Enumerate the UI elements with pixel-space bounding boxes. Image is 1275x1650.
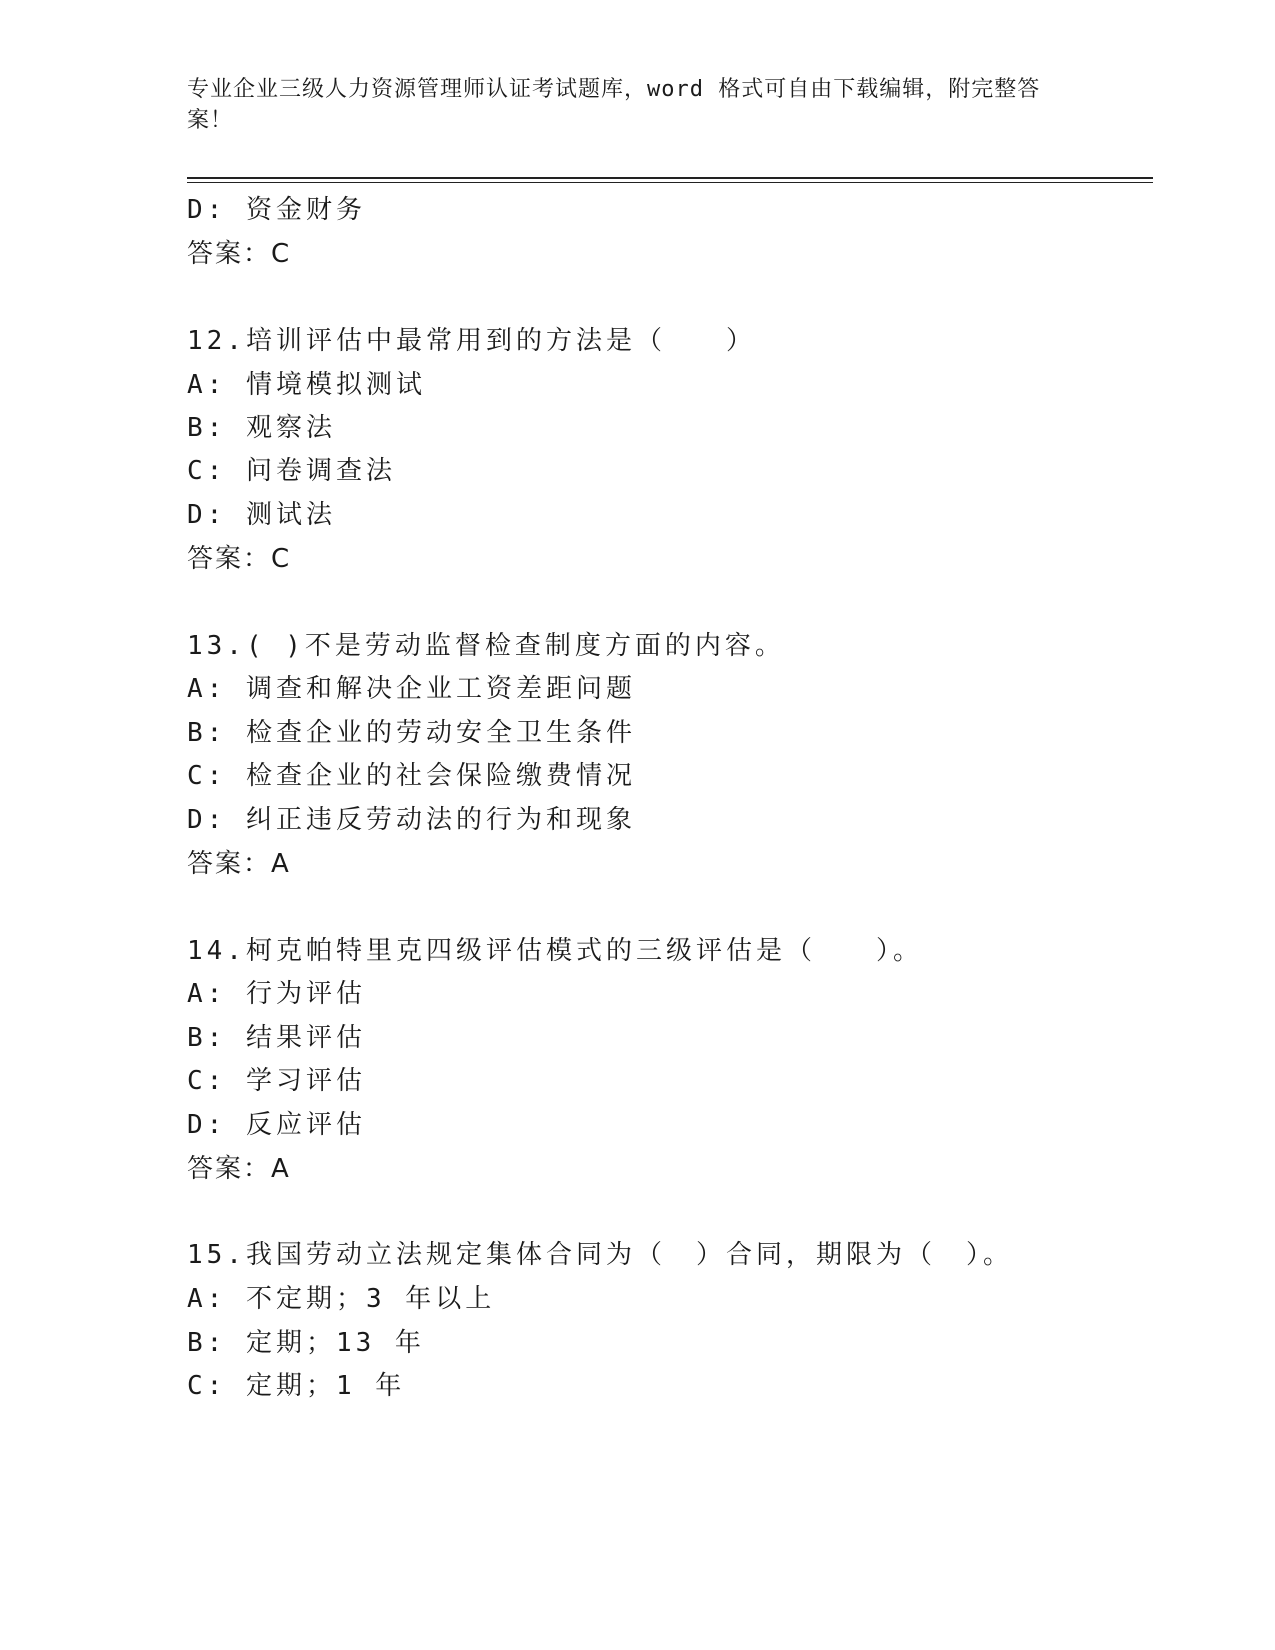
question-14-answer: 答案：A — [187, 1154, 291, 1184]
header-rule-thick — [187, 177, 1153, 179]
question-12-option-d: D: 测试法 — [187, 500, 336, 530]
question-13-option-c: C: 检查企业的社会保险缴费情况 — [187, 761, 636, 791]
question-13-option-a: A: 调查和解决企业工资差距问题 — [187, 674, 636, 704]
question-15-option-c: C: 定期；1 年 — [187, 1371, 406, 1401]
question-13-option-b: B: 检查企业的劳动安全卫生条件 — [187, 718, 636, 748]
question-15-option-b: B: 定期；13 年 — [187, 1328, 425, 1358]
question-15-option-a: A: 不定期；3 年以上 — [187, 1284, 496, 1314]
question-13-answer: 答案：A — [187, 849, 291, 879]
question-14-option-c: C: 学习评估 — [187, 1066, 366, 1096]
prev-option-d: D: 资金财务 — [187, 195, 366, 225]
question-14-stem: 14.柯克帕特里克四级评估模式的三级评估是（ ）。 — [187, 936, 923, 966]
question-12-option-a: A: 情境模拟测试 — [187, 370, 426, 400]
prev-answer: 答案：C — [187, 239, 292, 269]
question-15-stem: 15.我国劳动立法规定集体合同为（ ）合同，期限为（ ）。 — [187, 1240, 1013, 1270]
question-14-option-b: B: 结果评估 — [187, 1023, 366, 1053]
question-12-option-b: B: 观察法 — [187, 413, 336, 443]
question-14-option-a: A: 行为评估 — [187, 979, 366, 1009]
document-header: 专业企业三级人力资源管理师认证考试题库，word 格式可自由下载编辑，附完整答案！ — [187, 77, 1041, 133]
question-13-stem: 13.( )不是劳动监督检查制度方面的内容。 — [187, 631, 785, 661]
question-12-stem: 12.培训评估中最常用到的方法是（ ） — [187, 326, 756, 356]
header-rule-thin — [187, 182, 1153, 183]
question-12-answer: 答案：C — [187, 544, 292, 574]
question-13-option-d: D: 纠正违反劳动法的行为和现象 — [187, 805, 636, 835]
question-12-option-c: C: 问卷调查法 — [187, 456, 396, 486]
question-14-option-d: D: 反应评估 — [187, 1110, 366, 1140]
